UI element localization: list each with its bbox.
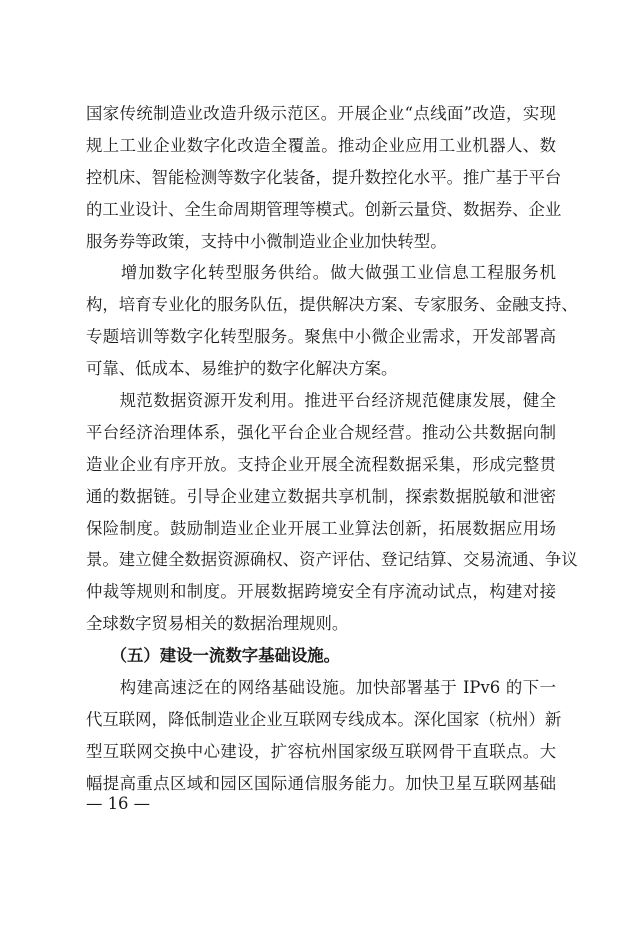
text-line: 幅提高重点区域和园区国际通信服务能力。加快卫星互联网基础 (86, 773, 556, 793)
text-line: 仲裁等规则和制度。开展数据跨境安全有序流动试点，构建对接 (86, 582, 556, 602)
text-line: 规范数据资源开发利用。推进平台经济规范健康发展，健全 (86, 391, 556, 411)
text-line: 型互联网交换中心建设，扩容杭州国家级互联网骨干直联点。大 (86, 741, 556, 761)
text-line: 规上工业企业数字化改造全覆盖。推动企业应用工业机器人、数 (86, 135, 556, 155)
text-line: 可靠、低成本、易维护的数字化解决方案。 (86, 359, 398, 379)
text-line: 服务券等政策，支持中小微制造业企业加快转型。 (86, 231, 447, 251)
text-line: 构建高速泛在的网络基础设施。加快部署基于 IPv6 的下一 (86, 678, 556, 698)
text-line: 国家传统制造业改造升级示范区。开展企业“点线面”改造，实现 (86, 104, 556, 123)
text-line: 专题培训等数字化转型服务。聚焦中小微企业需求，开发部署高 (86, 327, 556, 347)
text-line: 增加数字化转型服务供给。做大做强工业信息工程服务机 (86, 263, 556, 283)
page-number: — 16 — (86, 794, 151, 813)
text-line: 全球数字贸易相关的数据治理规则。 (86, 614, 349, 634)
body-text (86, 98, 578, 800)
text-line: 代互联网，降低制造业企业互联网专线成本。深化国家（杭州）新 (86, 709, 562, 729)
text-line: 通的数据链。引导企业建立数据共享机制，探索数据脱敏和泄密 (86, 486, 556, 506)
section-heading: （五）建设一流数字基础设施。 (86, 646, 341, 666)
text-line: 的工业设计、全生命周期管理等模式。创新云量贷、数据券、企业 (86, 199, 562, 219)
text-line: 构，培育专业化的服务队伍，提供解决方案、专家服务、金融支持、 (86, 295, 578, 315)
text-line: 平台经济治理体系，强化平台企业合规经营。推动公共数据向制 (86, 422, 556, 442)
text-line: 保险制度。鼓励制造业企业开展工业算法创新，拓展数据应用场 (86, 518, 556, 538)
text-line: 景。建立健全数据资源确权、资产评估、登记结算、交易流通、争议 (86, 550, 578, 570)
text-line: 控机床、智能检测等数字化装备，提升数控化水平。推广基于平台 (86, 167, 562, 187)
text-line: 造业企业有序开放。支持企业开展全流程数据采集，形成完整贯 (86, 454, 556, 474)
